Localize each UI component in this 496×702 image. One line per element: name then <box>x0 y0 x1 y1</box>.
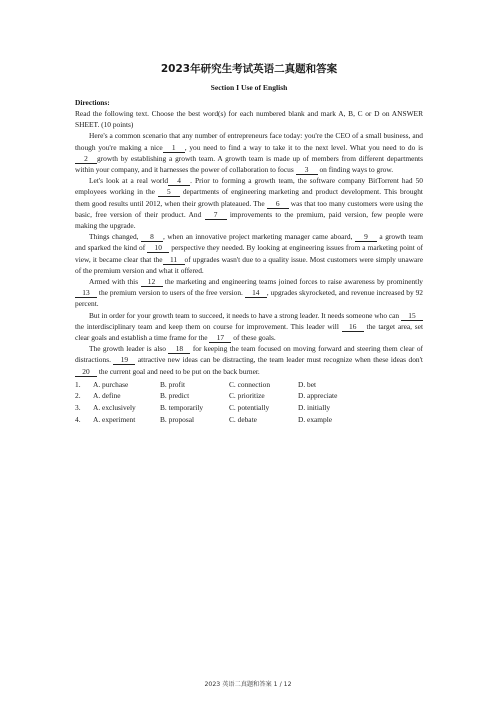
option-d: D. bet <box>298 379 317 389</box>
text-span: of these goals. <box>233 333 276 343</box>
section-heading: Section I Use of English <box>210 83 288 92</box>
text-span: , you need to find a way to take it to the next level. What you need to do is <box>184 142 424 152</box>
option-d: D. example <box>298 414 333 424</box>
blank-13: 13 <box>75 288 97 298</box>
option-row <box>75 402 423 414</box>
paragraph-2 <box>75 175 423 231</box>
text-span: Here's a common scenario that any number of entrepreneurs face today: you're the CEO of a small business, and though you're making a nice <box>75 131 423 152</box>
option-d: D. appreciate <box>298 391 338 401</box>
option-c: C. connection <box>229 379 271 389</box>
paragraph-1 <box>75 130 423 175</box>
text-span: improvements to the premium, paid version, few people were making the upgrade. <box>75 209 423 231</box>
blank-7: 7 <box>205 210 227 220</box>
blank-16: 16 <box>342 322 364 332</box>
blank-20: 20 <box>75 367 97 377</box>
text-span: the current goal and need to be put on the back burner. <box>98 366 260 376</box>
option-c: C. prioritize <box>229 391 265 401</box>
option-a: A. define <box>93 391 121 401</box>
text-span: Armed with this <box>89 277 139 287</box>
option-c: C. potentially <box>229 403 270 413</box>
blank-12: 12 <box>141 277 163 287</box>
text-span: Let's look at a real world <box>89 176 169 186</box>
option-row <box>75 379 423 391</box>
option-b: B. predict <box>160 391 190 401</box>
page-number: 1 / 12 <box>273 681 292 688</box>
text-span: The growth leader is also <box>89 344 166 354</box>
text-span: perspective they needed. By looking at engineering issues from a marketing point of view, it became clear that the <box>75 243 423 264</box>
paragraph-5 <box>75 310 423 344</box>
blank-2: 2 <box>75 154 97 164</box>
paragraph-6 <box>75 343 423 377</box>
question-number: 4. <box>75 414 81 424</box>
text-span: was that too many customers were using the basic, free version of their product. And <box>75 198 423 219</box>
text-span: . Prior to forming a growth team, the software company BitTorrent had 50 employees working in the <box>75 176 423 197</box>
option-b: B. profit <box>160 379 186 389</box>
text-span: , when an innovative project marketing manager came aboard, <box>163 232 353 242</box>
document-content <box>75 62 423 425</box>
blank-4: 4 <box>168 176 190 186</box>
text-span: the interdisciplinary team and keep them on course for improvement. This leader will <box>75 321 339 331</box>
option-a: A. exclusively <box>93 403 136 413</box>
text-span: Things changed, <box>89 232 139 242</box>
paragraph-3 <box>75 231 423 276</box>
option-a: A. experiment <box>93 414 136 424</box>
blank-9: 9 <box>355 232 377 242</box>
blank-18: 18 <box>168 344 190 354</box>
question-number: 3. <box>75 403 81 413</box>
blank-1: 1 <box>163 143 185 153</box>
option-a: A. purchase <box>93 379 129 389</box>
blank-8: 8 <box>141 232 163 242</box>
option-c: C. debate <box>229 414 257 424</box>
text-span: the marketing and engineering teams joined forces to raise awareness by prominently <box>164 277 423 287</box>
option-d: D. initially <box>298 403 331 413</box>
option-row <box>75 414 423 426</box>
page-footer <box>0 680 496 689</box>
text-span: But in order for your growth team to succeed, it needs to have a strong leader. It needs someone who can <box>89 310 400 320</box>
footer-text: 2023 英语二真题和答案 <box>204 681 272 688</box>
text-span: attractive new ideas can be distracting, the team leader must recognize when these ideas don't <box>137 355 423 365</box>
blank-3: 3 <box>296 165 318 175</box>
text-span: a growth team and sparked the kind of <box>75 232 423 253</box>
text-span: of upgrades wasn't due to a quality issue. Most customers were simply unaware of the premium version and what it offered. <box>75 254 423 275</box>
question-number: 2. <box>75 391 81 401</box>
blank-5: 5 <box>158 187 180 197</box>
blank-19: 19 <box>113 355 135 365</box>
text-span: for keeping the team focused on moving forward and steering them clear of distractions. <box>75 344 423 365</box>
text-span: the target area, set clear goals and establish a time frame for the <box>75 321 424 343</box>
question-number: 1. <box>75 379 81 389</box>
directions-label: Directions: <box>75 98 110 107</box>
blank-17: 17 <box>209 333 231 343</box>
text-span: growth by establishing a growth team. A growth team is made up of members from different departments within your company, and it harnesses the power of collaboration to focus <box>75 153 423 175</box>
blank-6: 6 <box>267 199 289 209</box>
option-b: B. temporarily <box>160 403 204 413</box>
text-span: , upgrades skyrocketed, and revenue increased by 92 percent. <box>75 288 423 309</box>
blank-11: 11 <box>163 255 185 265</box>
blank-15: 15 <box>401 311 423 321</box>
text-span: the premium version to users of the free version. <box>98 288 243 298</box>
document-title: 2023年研究生考试英语二真题和答案 <box>160 63 338 75</box>
text-span: on finding ways to grow. <box>319 165 394 175</box>
paragraph-4 <box>75 276 423 310</box>
text-span: departments of engineering marketing and product development. This brought them good results until 2012, when their growth plateaued. The <box>75 187 423 208</box>
blank-14: 14 <box>245 288 267 298</box>
answer-options <box>75 379 423 425</box>
option-row <box>75 390 423 402</box>
option-b: B. proposal <box>160 414 195 424</box>
directions-text: Read the following text. Choose the best word(s) for each numbered blank and mark A, B, C or D on ANSWER SHEET. (10 points) <box>75 109 423 130</box>
blank-10: 10 <box>147 243 169 253</box>
